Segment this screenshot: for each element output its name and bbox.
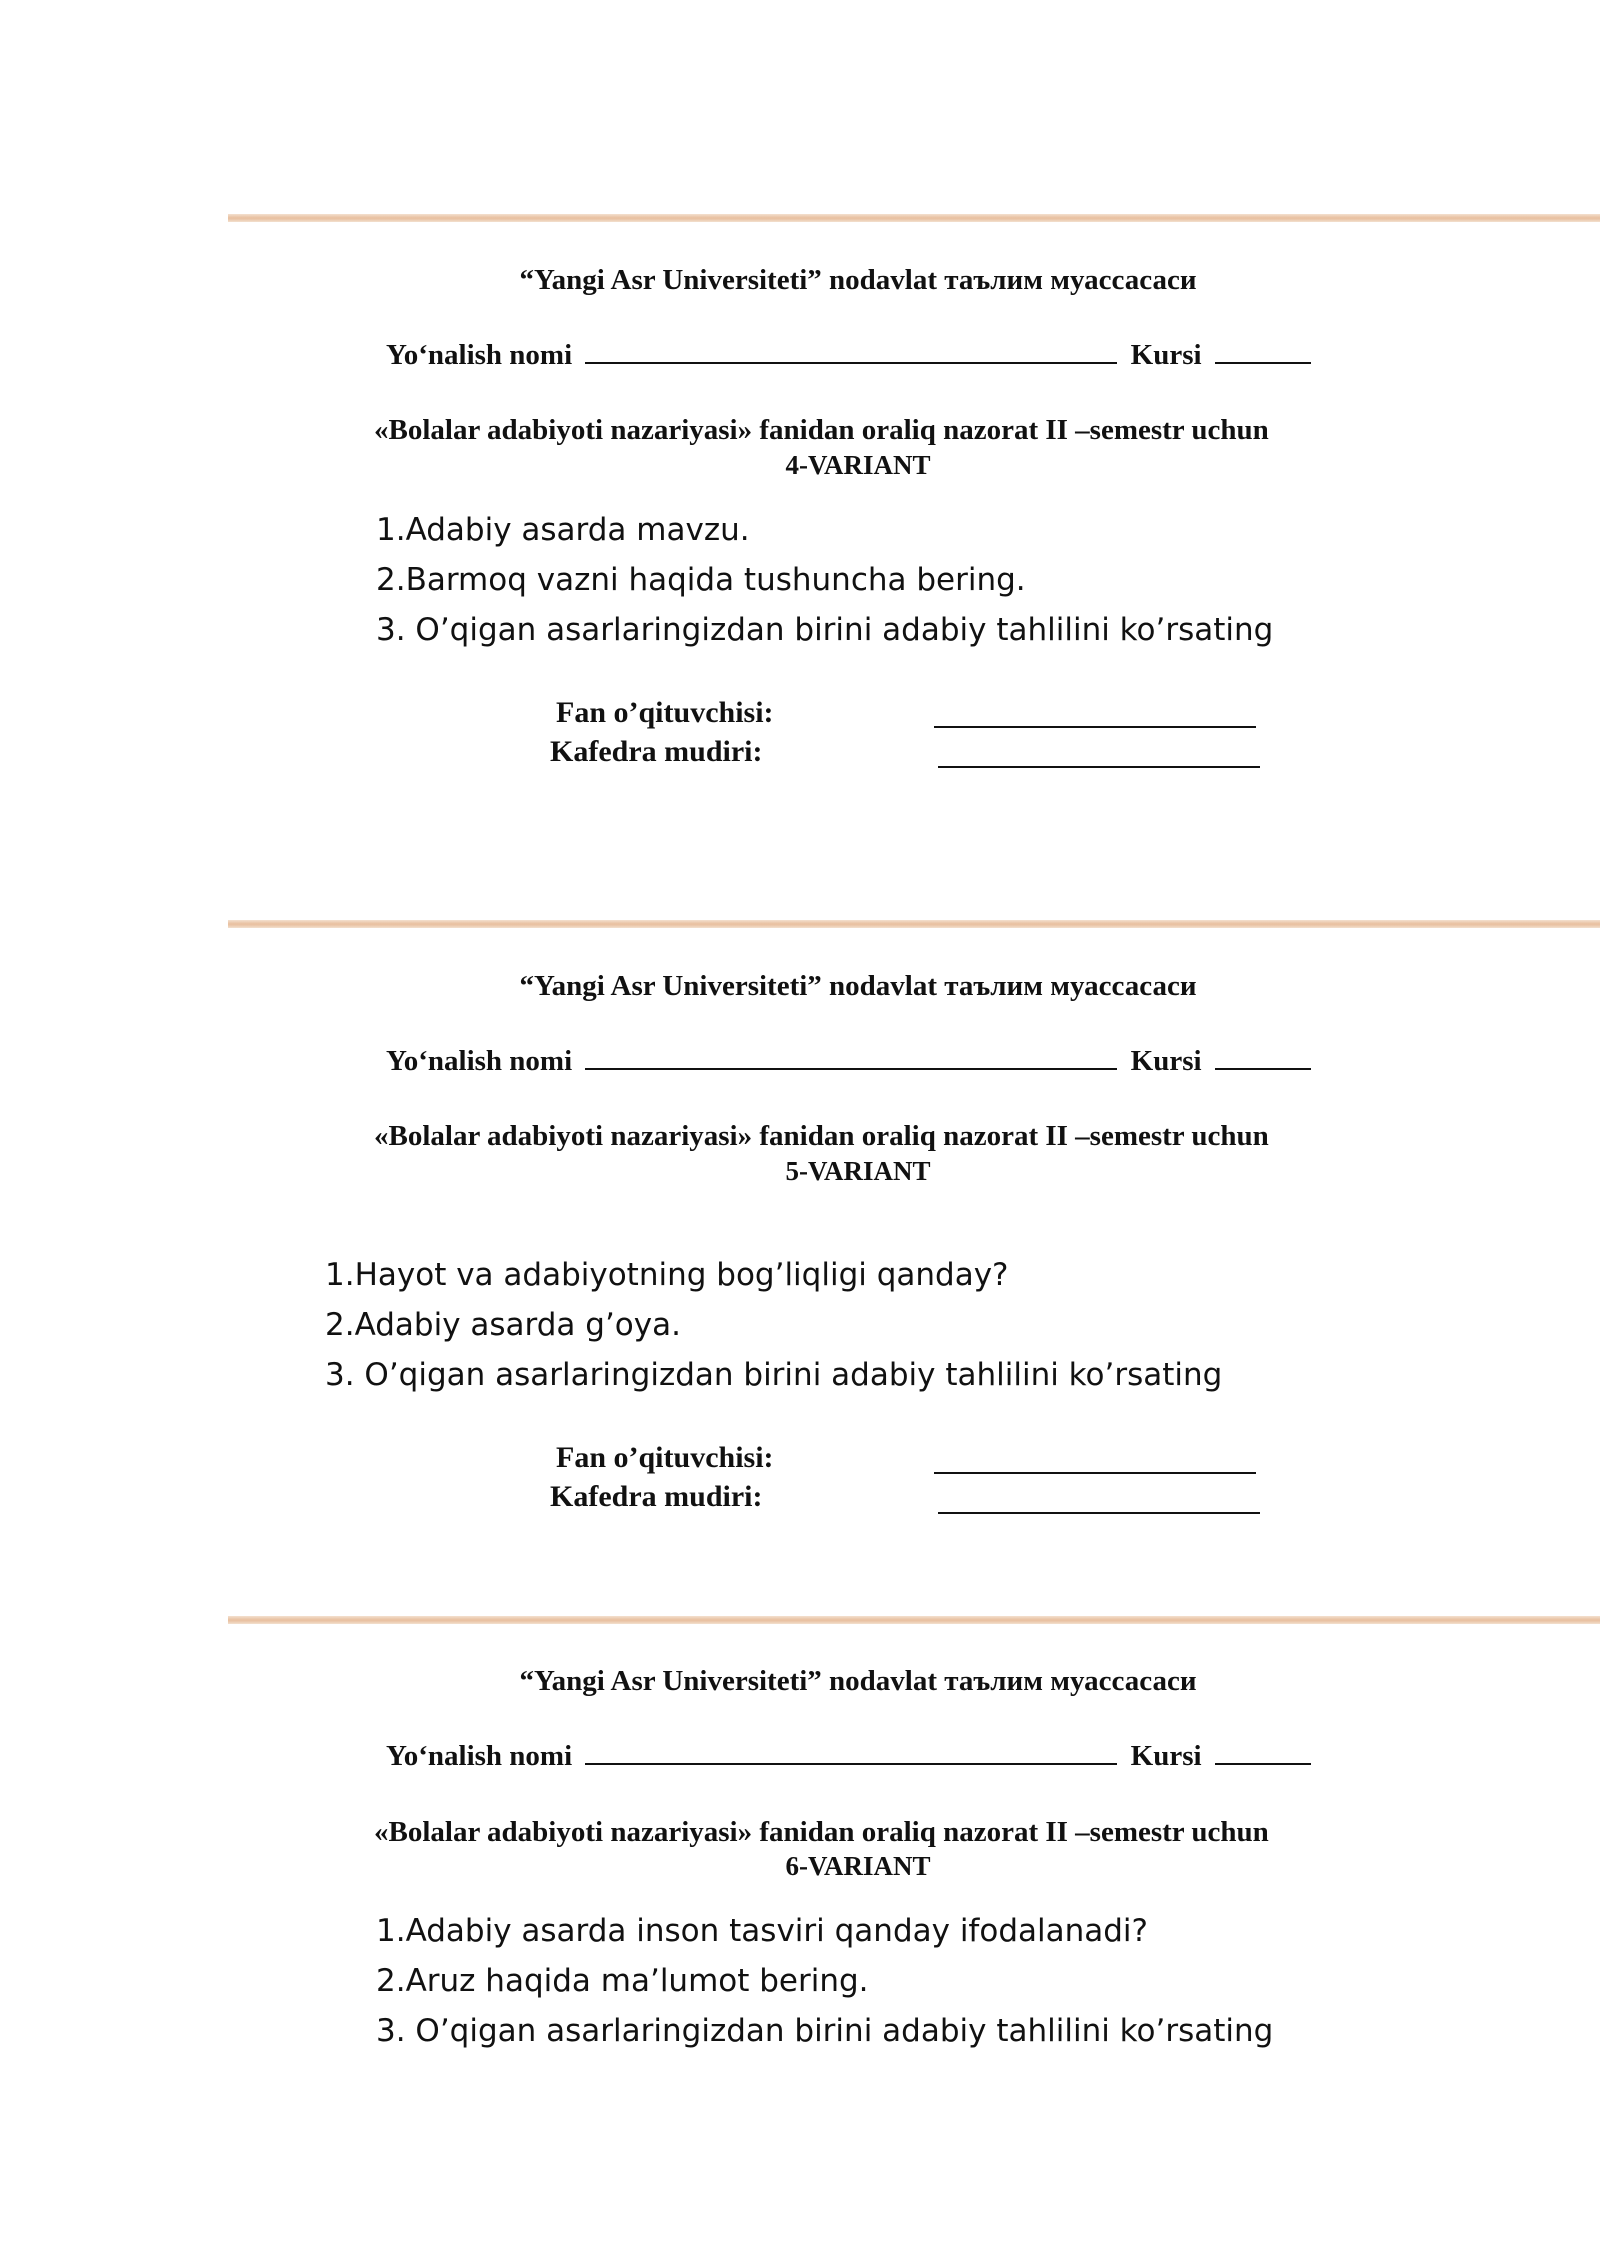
direction-label: Yo‘nalish nomi (386, 339, 573, 371)
question-list (376, 1906, 1273, 2056)
question-list (325, 1250, 1222, 1400)
section-divider (228, 1616, 1600, 1624)
question-item: 2.Aruz haqida ma’lumot bering. (376, 1963, 869, 1999)
direction-blank (585, 1739, 1117, 1765)
variant-title: 4-VARIANT (785, 450, 931, 480)
direction-blank (585, 338, 1117, 364)
teacher-label: Fan o’qituvchisi: (556, 1441, 774, 1474)
section-divider (228, 214, 1600, 222)
direction-course-row (386, 1739, 1311, 1773)
course-label: Kursi (1130, 1045, 1202, 1077)
direction-blank (585, 1044, 1117, 1070)
head-label: Kafedra mudiri: (550, 735, 763, 768)
head-signature-line (938, 766, 1260, 768)
direction-course-row (386, 338, 1311, 372)
direction-label: Yo‘nalish nomi (386, 1045, 573, 1077)
head-signature-line (938, 1512, 1260, 1514)
institution-title: “Yangi Asr Universiteti” nodavlat таълим муассасаси (519, 970, 1197, 1002)
question-item: 1.Hayot va adabiyotning bog’liqligi qanday? (325, 1257, 1009, 1293)
head-label: Kafedra mudiri: (550, 1480, 763, 1513)
question-item: 3. O’qigan asarlaringizdan birini adabiy tahlilini ko’rsating (376, 2013, 1274, 2049)
institution-title: “Yangi Asr Universiteti” nodavlat таълим муассасаси (519, 264, 1197, 296)
course-blank (1215, 1044, 1311, 1070)
subject-line: «Bolalar adabiyoti nazariyasi» fanidan oraliq nazorat II –semestr uchun (374, 1120, 1269, 1152)
question-item: 2.Barmoq vazni haqida tushuncha bering. (376, 562, 1026, 598)
teacher-signature-line (934, 1472, 1256, 1474)
subject-line: «Bolalar adabiyoti nazariyasi» fanidan oraliq nazorat II –semestr uchun (374, 1816, 1269, 1848)
subject-line: «Bolalar adabiyoti nazariyasi» fanidan oraliq nazorat II –semestr uchun (374, 414, 1269, 446)
question-item: 2.Adabiy asarda g’oya. (325, 1307, 681, 1343)
course-label: Kursi (1130, 1740, 1202, 1772)
institution-title: “Yangi Asr Universiteti” nodavlat таълим муассасаси (519, 1665, 1197, 1697)
direction-label: Yo‘nalish nomi (386, 1740, 573, 1772)
question-list (376, 505, 1273, 655)
question-item: 1.Adabiy asarda mavzu. (376, 512, 750, 548)
section-divider (228, 920, 1600, 928)
variant-title: 6-VARIANT (785, 1851, 931, 1881)
question-item: 1.Adabiy asarda inson tasviri qanday ifodalanadi? (376, 1913, 1148, 1949)
question-item: 3. O’qigan asarlaringizdan birini adabiy tahlilini ko’rsating (325, 1357, 1223, 1393)
question-item: 3. O’qigan asarlaringizdan birini adabiy tahlilini ko’rsating (376, 612, 1274, 648)
course-blank (1215, 338, 1311, 364)
direction-course-row (386, 1044, 1311, 1078)
teacher-label: Fan o’qituvchisi: (556, 696, 774, 729)
course-label: Kursi (1130, 339, 1202, 371)
teacher-signature-line (934, 726, 1256, 728)
variant-title: 5-VARIANT (785, 1156, 931, 1186)
course-blank (1215, 1739, 1311, 1765)
